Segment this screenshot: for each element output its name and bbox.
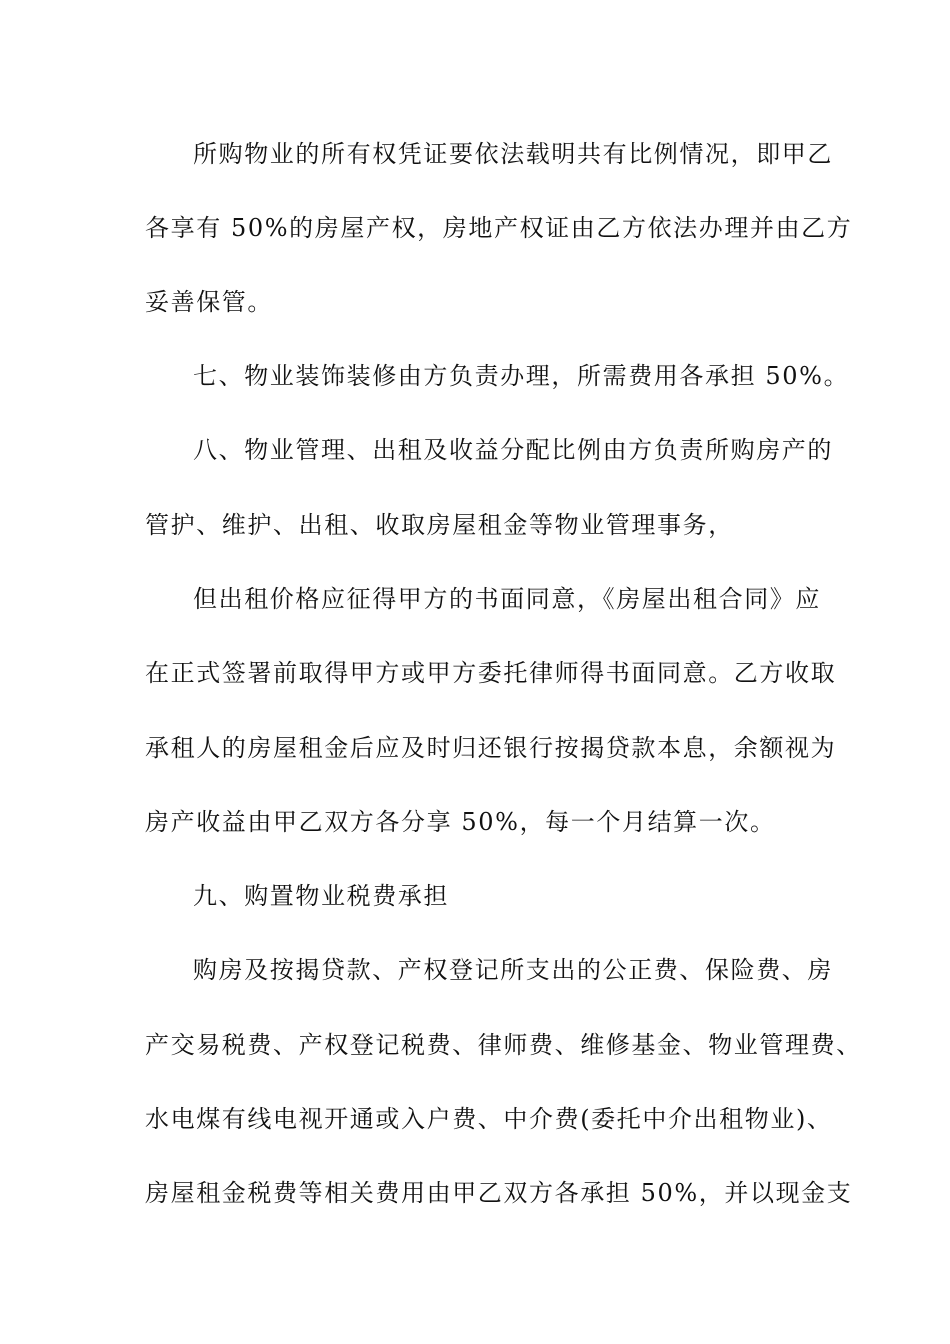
paragraph-line: 所购物业的所有权凭证要依法载明共有比例情况，即甲乙 <box>193 140 833 168</box>
paragraph-line: 但出租价格应征得甲方的书面同意，《房屋出租合同》应 <box>193 585 821 613</box>
section-heading: 九、购置物业税费承担 <box>193 882 449 910</box>
paragraph-line: 七、物业装饰装修由方负责办理，所需费用各承担 50%。 <box>193 362 850 390</box>
paragraph-line: 水电煤有线电视开通或入户费、中介费(委托中介出租物业)、 <box>145 1105 833 1133</box>
paragraph-line: 房产收益由甲乙双方各分享 50%，每一个月结算一次。 <box>145 808 776 836</box>
paragraph-line: 产交易税费、产权登记税费、律师费、维修基金、物业管理费、 <box>145 1031 862 1059</box>
paragraph-line: 管护、维护、出租、收取房屋租金等物业管理事务， <box>145 511 734 539</box>
paragraph-line: 妥善保管。 <box>145 288 273 316</box>
paragraph-line: 承租人的房屋租金后应及时归还银行按揭贷款本息，余额视为 <box>145 734 837 762</box>
paragraph-line: 房屋租金税费等相关费用由甲乙双方各承担 50%，并以现金支 <box>145 1179 853 1207</box>
paragraph-line: 在正式签署前取得甲方或甲方委托律师得书面同意。乙方收取 <box>145 659 837 687</box>
paragraph-line: 八、物业管理、出租及收益分配比例由方负责所购房产的 <box>193 436 833 464</box>
paragraph-line: 各享有 50%的房屋产权，房地产权证由乙方依法办理并由乙方 <box>145 214 853 242</box>
paragraph-line: 购房及按揭贷款、产权登记所支出的公正费、保险费、房 <box>193 956 833 984</box>
